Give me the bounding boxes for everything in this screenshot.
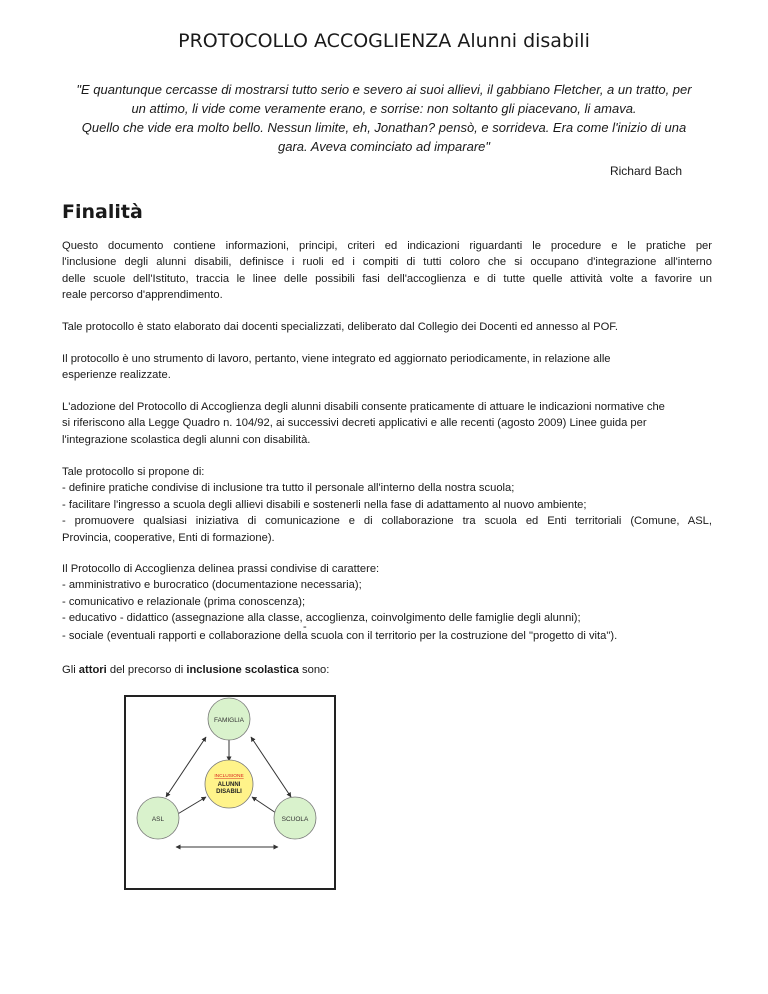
text-line: Il protocollo è uno strumento di lavoro, pertanto, viene integrato ed aggiornato periodicamente, in relazione alle (62, 353, 611, 365)
text-fragment: Gli (62, 664, 79, 676)
text-line: esperienze realizzate. (62, 369, 171, 382)
practice-item: - educativo - didattico (assegnazione alla classe, accoglienza, coinvolgimento delle famiglie degli alunni); (62, 612, 581, 625)
actors-diagram (124, 695, 336, 890)
practice-item: - comunicativo e relazionale (prima conoscenza); (62, 595, 306, 608)
objective-item: - definire pratiche condivise di inclusione tra tutto il personale all'interno della nostra scuola; (62, 482, 515, 495)
quote-line: gara. Aveva cominciato ad imparare" (278, 139, 490, 154)
arrow-asl-center (176, 797, 206, 815)
label-scuola: SCUOLA (281, 816, 309, 823)
edge-famiglia-scuola (251, 737, 291, 797)
document-title: PROTOCOLLO ACCOGLIENZA Alunni disabili (178, 30, 590, 52)
diagram-canvas (126, 697, 334, 888)
stray-dash: - (303, 621, 307, 633)
quote-author: Richard Bach (609, 164, 682, 178)
edge-famiglia-asl (166, 737, 206, 797)
paragraph-purpose (62, 238, 712, 304)
text-line: L'adozione del Protocollo di Accoglienza degli alunni disabili consente praticamente di attuare le indicazioni normative che (62, 401, 665, 413)
text-fragment: sono: (298, 664, 330, 676)
objective-item-continued: Provincia, cooperative, Enti di formazione). (62, 531, 275, 544)
practice-item: - amministrativo e burocratico (documentazione necessaria); (62, 579, 362, 592)
quote-line: Quello che vide era molto bello. Nessun limite, eh, Jonathan? pensò, e sorrideva. Era come l'inizio di una (81, 120, 687, 135)
label-inclusione: INCLUSIONE (214, 774, 244, 779)
text-line: delle scuole dell'Istituto, traccia le linee delle possibili fasi dell'accoglienza e di tutte quelle attività volte a favorire un (62, 272, 712, 285)
section-heading: Finalità (62, 201, 143, 223)
objective-item: - facilitare l'ingresso a scuola degli allievi disabili e sostenerli nella fase di adattamento al nuovo ambiente; (62, 498, 587, 511)
paragraph-tool (62, 351, 712, 384)
bold-term-inclusion: inclusione scolastica (186, 664, 299, 676)
quote-line: "E quantunque cercasse di mostrarsi tutto serio e severo ai suoi allievi, il gabbiano Fletcher, a un tratto, per (76, 82, 692, 97)
label-asl: ASL (151, 816, 165, 823)
bold-term-actors: attori (78, 664, 107, 676)
objective-item: - promuovere qualsiasi iniziativa di comunicazione e di collaborazione tra scuola ed Enti territoriali (Comune, ASL, (62, 515, 712, 528)
text-line: l'inclusione degli alunni disabili, definisce i ruoli ed i compiti di tutti coloro che si occupano d'integrazione all'interno (62, 256, 712, 269)
paragraph-adoption (62, 399, 712, 448)
text-line: Questo documento contiene informazioni, principi, criteri ed indicazioni riguardanti le procedure e le pratiche per (62, 240, 712, 252)
text-line: reale percorso d'apprendimento. (62, 289, 223, 302)
label-alunni: ALUNNI (217, 782, 241, 788)
quote-line: un attimo, li vide come veramente erano, e sorrise: non soltanto gli piacevano, li amava. (131, 101, 637, 116)
text-line: si riferiscono alla Legge Quadro n. 104/92, ai successivi decreti applicativi e alle recenti (agosto 2009) Linee guida per (62, 417, 647, 430)
practice-item-social: - sociale (eventuali rapporti e collaborazione della scuola con il territorio per la costruzione del "progetto di vita"). (62, 630, 618, 642)
practices-intro: Il Protocollo di Accoglienza delinea prassi condivise di carattere: (62, 563, 380, 575)
label-famiglia: FAMIGLIA (214, 717, 244, 724)
text-line: l'integrazione scolastica degli alunni con disabilità. (62, 433, 311, 446)
paragraph-elaboration: Tale protocollo è stato elaborato dai docenti specializzati, deliberato dal Collegio dei Docenti ed annesso al POF. (62, 321, 618, 333)
paragraph-actors (62, 662, 712, 678)
opening-quote (58, 80, 710, 156)
objectives-intro: Tale protocollo si propone di: (62, 466, 205, 478)
label-disabili: DISABILI (216, 789, 242, 795)
paragraph-objectives (62, 464, 712, 546)
paragraph-practices (62, 561, 712, 627)
text-fragment: del precorso di (106, 664, 187, 676)
